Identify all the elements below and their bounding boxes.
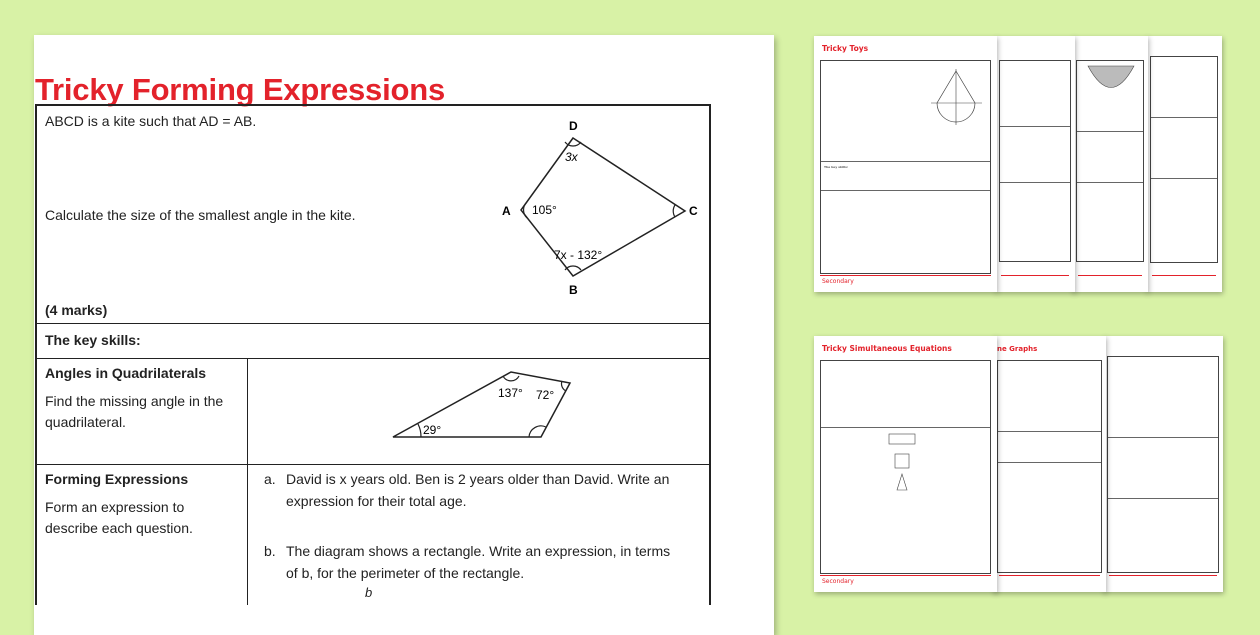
angle-label-d: 3x [565,150,578,164]
worksheet-table [35,104,711,605]
thumbnail-footer-simultaneous: Secondary [822,578,854,585]
quad-arc-3 [418,424,421,437]
skill-heading-forming: Forming Expressions [45,471,189,487]
kite-diagram [462,114,698,299]
quad-angle-2: 72° [536,388,555,402]
thumbnail-footer-toys: Secondary [822,278,854,285]
part-a-label: a. [264,471,276,487]
thumbnail-title-graphs: ne Graphs [997,345,1038,353]
quad-arc-1 [503,376,519,381]
thumbnail-simultaneous-equations [814,336,997,592]
vertex-label-a: A [502,204,511,218]
thumbnail-toy-diagram [929,67,984,127]
part-b-text: The diagram shows a rectangle. Write an expression, in terms of b, for the perimeter of the rectangle. [286,543,671,581]
thumbnail-shapes [883,432,923,492]
thumbnail-sheet-2 [995,36,1075,292]
vertex-label-c: C [689,204,698,218]
angle-label-a: 105° [532,203,557,217]
thumbnail-tricky-toys [814,36,997,292]
question-box [37,106,709,324]
key-skills-label: The key skills: [45,332,141,348]
vertex-label-d: D [569,119,578,133]
quad-angle-1: 137° [498,386,523,400]
thumbnail-sheet-4 [1146,36,1222,292]
key-skills-header [37,324,709,359]
thumbnail-key-skills: The key skills: [824,165,849,169]
thumbnail-title-toys: Tricky Toys [822,44,869,53]
vertex-label-b: B [569,283,578,297]
angle-arc-c [673,205,675,217]
part-a-text: David is x years old. Ben is 2 years older than David. Write an expression for their total age. [286,471,670,509]
rectangle-side-label: b [365,585,373,600]
quad-angle-3: 29° [423,423,442,437]
question-line-1: ABCD is a kite such that AD = AB. [45,113,257,129]
skill-text-angles: Find the missing angle in the quadrilateral. [45,393,224,430]
page-title: Tricky Forming Expressions [35,72,446,107]
thumbnail-sheet-5 [993,336,1106,592]
part-b-label: b. [264,543,276,559]
question-line-2: Calculate the size of the smallest angle in the kite. [45,207,356,223]
thumbnail-sheet-3 [1072,36,1148,292]
angle-arc-a [524,202,527,218]
question-marks: (4 marks) [45,302,108,318]
part-b [264,540,684,584]
skill-row-angles [37,359,709,465]
skill-row-forming [37,465,709,605]
skill-heading-angles: Angles in Quadrilaterals [45,365,207,381]
part-a [264,468,684,512]
quadrilateral-diagram [388,369,588,444]
thumbnail-title-simultaneous: Tricky Simultaneous Equations [822,344,952,353]
angle-label-b: 7x - 132° [554,248,603,262]
skill-text-forming: Form an expression to describe each question. [45,499,193,536]
thumbnail-sheet-6 [1103,336,1223,592]
